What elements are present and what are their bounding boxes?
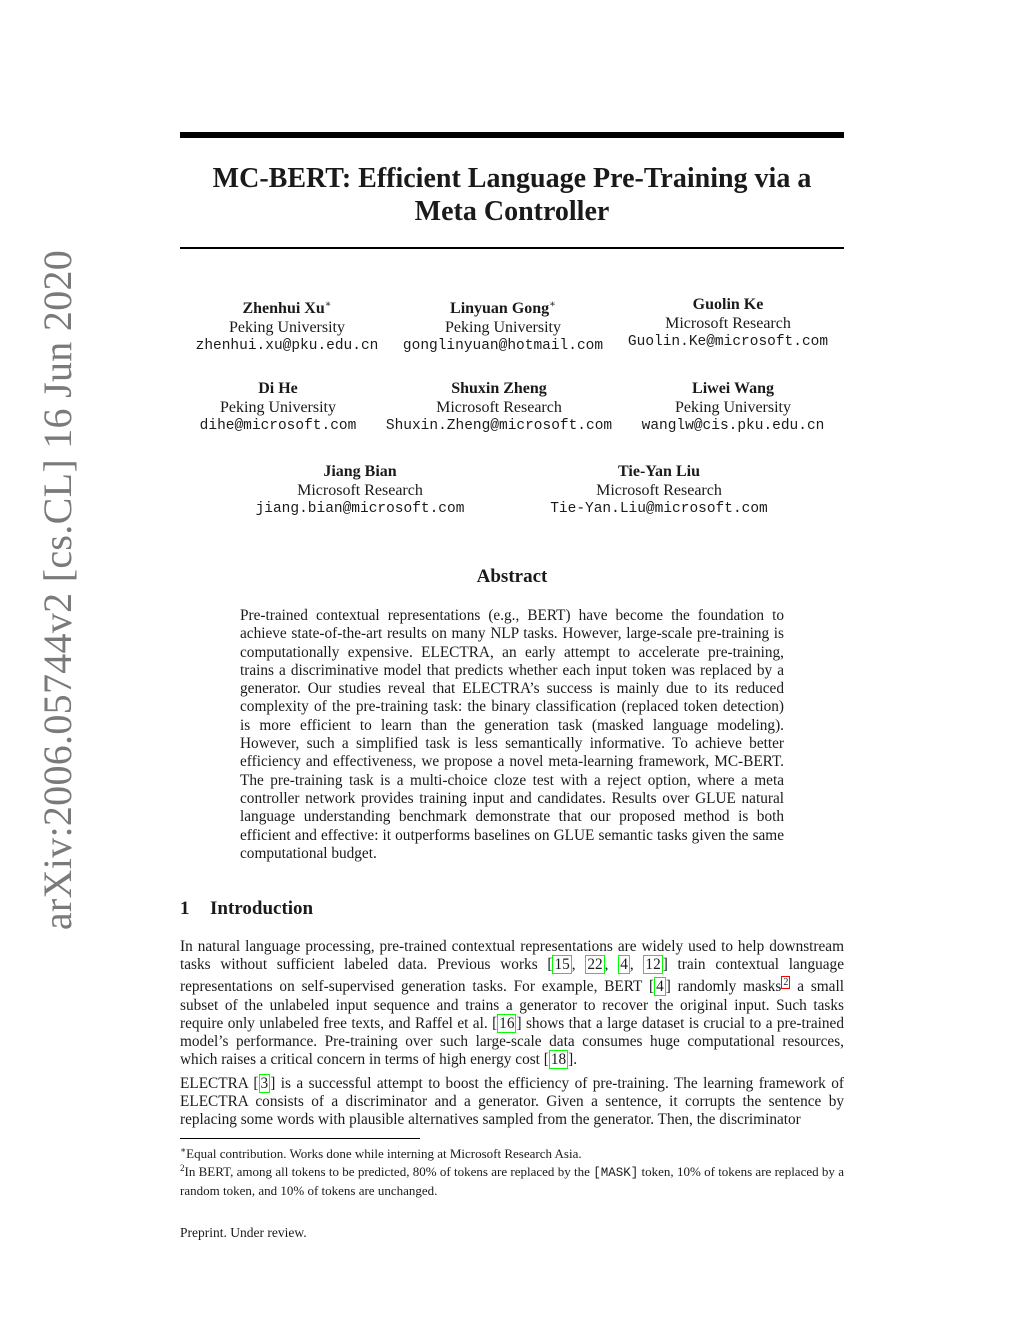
citation-link[interactable]: 16: [499, 1014, 515, 1032]
citation-link[interactable]: 3: [260, 1075, 269, 1092]
intro-paragraph-2: ELECTRA [ 3 ] is a successful attempt to boost the efficiency of pre-training. The learning framework of ELECTRA consists of a discriminator and a generator. Given a sentence, it corrupts the sentence by replacing some words with plausible alternatives sampled from the generator. Then, the discriminator: [180, 1075, 845, 1129]
author-name: Linyuan Gong∗: [450, 299, 556, 317]
footnote-2: $^2$In BERT, among all tokens to be predicted, 80% of tokens are replaced by the [MASK] token, 10% of tokens are replaced by a random token, and 10% of tokens are unchanged.: [180, 1163, 844, 1198]
author-name: Tie-Yan Liu: [618, 463, 700, 480]
author-affiliation: Microsoft Research: [596, 482, 722, 499]
citation-link[interactable]: 22: [587, 956, 603, 974]
title-line-1: MC-BERT: Efficient Language Pre-Training via a: [212, 163, 812, 194]
author-name: Guolin Ke: [692, 296, 764, 313]
author-email[interactable]: jiang.bian@microsoft.com: [255, 501, 465, 517]
footnote-1: ∗Equal contribution. Works done while interning at Microsoft Research Asia.: [180, 1145, 582, 1161]
author-block: [598, 295, 858, 352]
author-name: Zhenhui Xu∗: [242, 299, 332, 317]
author-affiliation: Microsoft Research: [297, 482, 423, 499]
footer-preprint-note: Preprint. Under review.: [180, 1225, 307, 1240]
author-email[interactable]: Shuxin.Zheng@microsoft.com: [385, 418, 613, 434]
author-block: [603, 379, 863, 436]
author-email[interactable]: gonglinyuan@hotmail.com: [402, 338, 604, 354]
footnote-link[interactable]: 2: [783, 977, 789, 989]
abstract-heading: Abstract: [476, 566, 548, 587]
intro-paragraph-1: In natural language processing, pre-trained contextual representations are widely used to help downstream tasks without sufficient labeled data. Previous works [ 15 , 22 , 4 , 12 ] train contextual language representations on self-supervised generation tasks. For example, BERT [ 4 ] randomly masks $^2$ a small subset of the unlabeled input sequence and trains a generator to recover the original input. Such tasks require only unlabeled free texts, and Raffel et al. [ 16 ] shows that a large dataset is crucial to a pre-trained model’s performance. Pre-training over such large-scale data consumes huge computational resources, which raises a critical concern in terms of high energy cost [ 18 ].: [180, 938, 844, 1069]
author-name: Shuxin Zheng: [451, 380, 547, 397]
citation-link[interactable]: 18: [550, 1051, 567, 1069]
title-rule-bottom: [180, 247, 844, 249]
author-block: [369, 379, 629, 436]
author-affiliation: Peking University: [220, 399, 336, 416]
author-affiliation: Peking University: [675, 399, 791, 416]
citation-link[interactable]: 12: [645, 956, 661, 974]
citation-link[interactable]: 4: [656, 978, 664, 996]
author-affiliation: Peking University: [229, 319, 345, 336]
author-affiliation: Microsoft Research: [436, 399, 562, 416]
author-name: Di He: [258, 380, 298, 397]
title-line-2: Meta Controller: [414, 196, 610, 227]
equal-contribution-mark: ∗: [549, 299, 556, 310]
author-affiliation: Microsoft Research: [665, 315, 791, 332]
author-email[interactable]: zhenhui.xu@pku.edu.cn: [195, 338, 379, 354]
author-block: [529, 462, 789, 519]
paper-title: [180, 162, 844, 228]
section-heading-introduction: [180, 898, 313, 920]
author-name: Liwei Wang: [692, 380, 774, 397]
citation-link[interactable]: 4: [620, 956, 628, 974]
abstract-text: Pre-trained contextual representations (e.g., BERT) have become the foundation to achieve state-of-the-art results on many NLP tasks. However, large-scale pre-training is computationally expensive. ELECTRA, an early attempt to accelerate pre-training, trains a discriminative model that predicts whether each input token was replaced by a generator. Our studies reveal that ELECTRA’s success is mainly due to its reduced complexity of the pre-training task: the binary classification (replaced token detection) is more efficient to learn than the generation task (masked language modeling). However, such a simplified task is less semantically informative. To achieve better efficiency and effectiveness, we propose a novel meta-learning framework, MC-BERT. The pre-training task is a multi-choice cloze test with a reject option, where a meta controller network provides training input and candidates. Results over GLUE natural language understanding benchmark demonstrate that our proposed method is both efficient and effective: it outperforms baselines on GLUE semantic tasks given the same computational budget.: [240, 607, 784, 862]
section-title: Introduction: [210, 898, 314, 919]
author-email[interactable]: wanglw@cis.pku.edu.cn: [641, 418, 825, 434]
author-affiliation: Peking University: [445, 319, 561, 336]
citation-link[interactable]: 15: [554, 956, 570, 974]
author-email[interactable]: dihe@microsoft.com: [199, 418, 357, 434]
footnote-rule: [180, 1138, 420, 1139]
author-email[interactable]: Tie-Yan.Liu@microsoft.com: [550, 501, 768, 517]
section-number: 1: [180, 898, 190, 919]
author-block: [373, 295, 633, 356]
equal-contribution-mark: ∗: [324, 299, 332, 310]
arxiv-sidebar-stamp: arXiv:2006.05744v2 [cs.CL] 16 Jun 2020: [35, 249, 80, 931]
title-rule-top: [180, 132, 844, 138]
author-block: [230, 462, 490, 519]
author-name: Jiang Bian: [323, 463, 397, 480]
author-email[interactable]: Guolin.Ke@microsoft.com: [627, 334, 829, 350]
